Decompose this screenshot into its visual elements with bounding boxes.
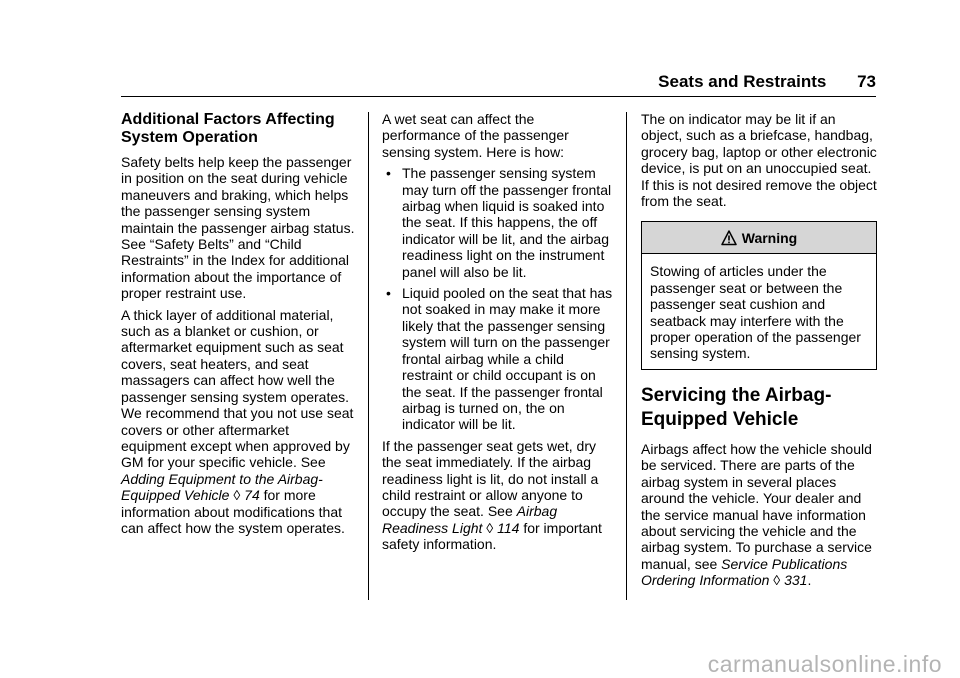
page-ref[interactable]: 331 [784,572,808,589]
list-item-text: The passenger sensing system may turn off the passenger frontal airbag when liquid is soaked into the seat. If this happens, the off indicator will be lit, and the airbag readiness light on the instrument panel will also be lit. [402,165,612,280]
bullet-icon: • [386,165,391,182]
watermark: carmanualsonline.info [707,651,942,677]
bullet-icon: • [386,285,391,302]
column-1 [121,111,357,541]
section-heading: Servicing the Airbag-Equipped Vehicle [641,384,832,430]
paragraph: A wet seat can affect the performance of the passenger sensing system. Here is how: [382,111,569,160]
column-3 [641,111,877,594]
page-number: 73 [857,72,876,91]
paragraph-text: for more information about modifications that can affect how the system operates. [121,487,345,536]
page-ref-icon: ◊ [486,519,494,536]
warning-body: Stowing of articles under the passenger seat or between the passenger seat cushion and seatback may interfere with the proper operation of the passenger sensing system. [650,263,861,362]
cross-reference-link[interactable]: Service Publications Ordering Information [641,555,848,589]
page-ref[interactable]: 74 [244,487,260,504]
paragraph-text: A thick layer of additional material, such as a blanket or cushion, or aftermarket equipment such as seat covers, seat heaters, and seat massagers can affect how well the passenger sensing system operates. We recommend that you not use seat covers or other aftermarket equipment except when approved by GM for your specific vehicle. See [121,306,354,471]
section-heading: Additional Factors Affecting System Operation [121,111,335,146]
list-item-text: Liquid pooled on the seat that has not soaked in may make it more likely that the passenger sensing system will turn on the passenger frontal airbag while a child restraint or child occupant is on the seat. If the passenger frontal airbag is turned on, the on indicator will be lit. [402,285,613,433]
paragraph [641,441,877,589]
paragraph-text: If the passenger seat gets wet, dry the seat immediately. If the airbag readiness light is lit, do not install a child restraint or allow anyone to occupy the seat. See [382,437,599,520]
section-title: Seats and Restraints [658,72,827,91]
paragraph [382,438,614,553]
column-divider-1 [368,112,369,600]
page-ref-icon: ◊ [233,487,241,504]
list-item [382,285,614,433]
warning-header [642,222,876,254]
page-ref[interactable]: 114 [497,519,520,536]
paragraph: Safety belts help keep the passenger in position on the seat during vehicle maneuvers and braking, which helps the passenger sensing system maintain the passenger airbag status. See “Safety Belts” and “Child Restraints” in the Index for additional information about the importance of proper restraint use. [121,154,355,302]
warning-title: Warning [741,230,798,247]
paragraph [121,307,357,537]
paragraph: The on indicator may be lit if an object, such as a briefcase, handbag, grocery bag, laptop or other electronic device, is put on an unoccupied seat. If this is not desired remove the object from the seat. [641,111,877,210]
page-ref-icon: ◊ [773,572,781,589]
column-divider-2 [626,112,627,600]
paragraph-text: for important safety information. [382,519,602,553]
page-header [658,72,876,92]
cross-reference-link[interactable]: Airbag Readiness Light [382,503,558,536]
cross-reference-link[interactable]: Adding Equipment to the Airbag-Equipped Vehicle [121,470,323,504]
list-item [382,165,614,280]
paragraph-text: . [807,572,812,589]
header-rule [121,96,876,97]
column-2 [382,111,614,558]
warning-box [641,221,877,369]
warning-icon [721,230,737,246]
paragraph-text: Airbags affect how the vehicle should be serviced. There are parts of the airbag system in several places around the vehicle. Your dealer and the service manual have information about servicing the vehicle and the airbag system. To purchase a service manual, see [641,440,872,572]
